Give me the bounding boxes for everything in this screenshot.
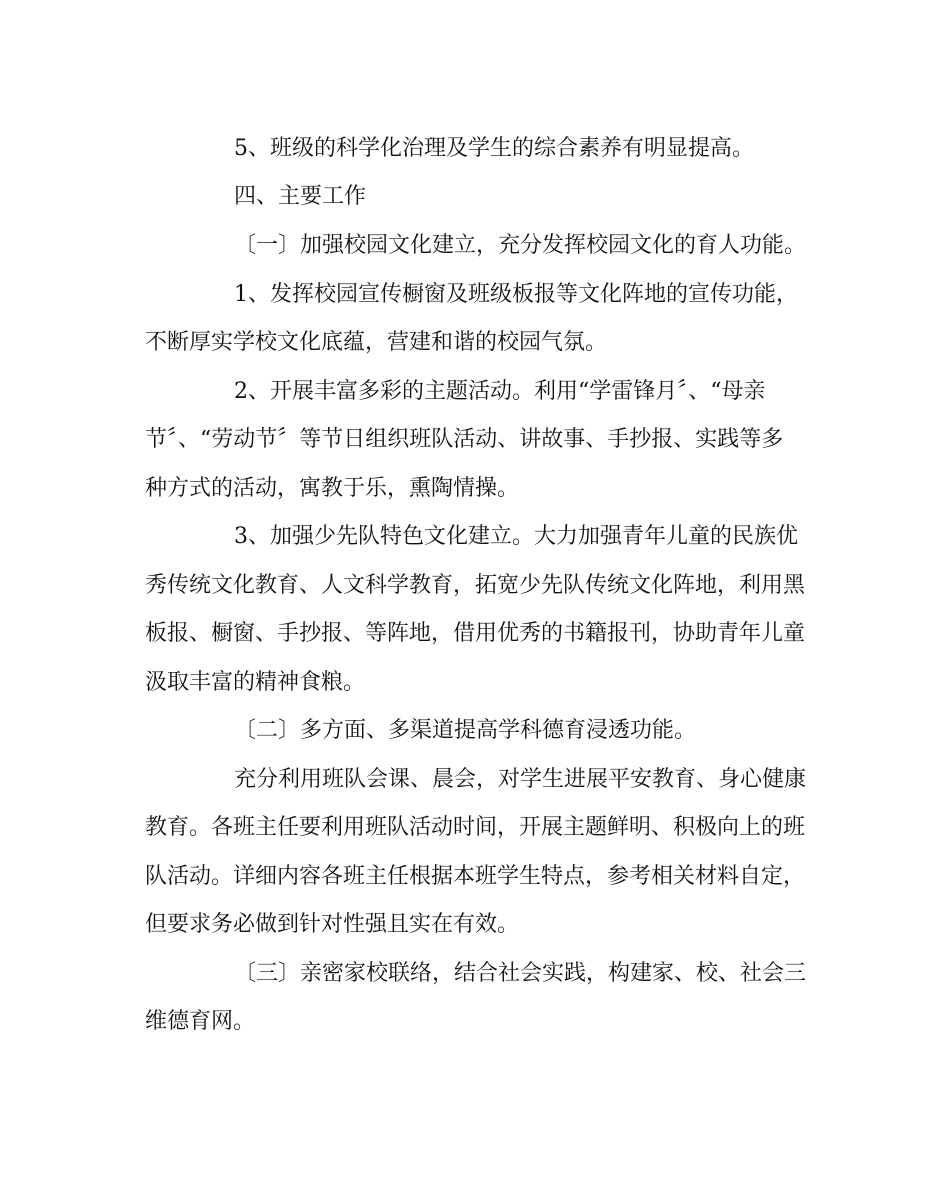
subsection-heading-3-line-1: 〔三〕亲密家校联络，结合社会实践，构建家、校、社会三	[234, 961, 807, 986]
paragraph-4-line-2: 教育。各班主任要利用班队活动时间，开展主题鲜明、积极向上的班	[145, 815, 806, 840]
paragraph-2-line-2: 节〞、“劳动节〞等节日组织班队活动、讲故事、手抄报、实践等多	[145, 427, 784, 452]
paragraph-4-line-4: 但要求务必做到针对性强且实在有效。	[145, 912, 520, 937]
paragraph-4-line-3: 队活动。详细内容各班主任根据本班学生特点，参考相关材料自定，	[145, 864, 806, 889]
subsection-heading-1: 〔一〕加强校园文化建立，充分发挥校园文化的育人功能。	[234, 233, 807, 258]
paragraph-2-line-3: 种方式的活动，寓教于乐，熏陶情操。	[145, 476, 520, 501]
paragraph-1-line-1: 1、发挥校园宣传橱窗及班级板报等文化阵地的宣传功能，	[234, 282, 798, 307]
subsection-heading-3-line-2: 维德育网。	[145, 1009, 256, 1034]
paragraph-1-line-2: 不断厚实学校文化底蕴，营建和谐的校园气氛。	[145, 330, 608, 355]
paragraph-4-line-1: 充分利用班队会课、晨会，对学生进展平安教育、身心健康	[234, 767, 807, 792]
paragraph-3-line-4: 汲取丰富的精神食粮。	[145, 670, 366, 695]
paragraph-3-line-2: 秀传统文化教育、人文科学教育，拓宽少先队传统文化阵地，利用黑	[145, 573, 806, 598]
section-heading-main-work: 四、主要工作	[234, 184, 367, 209]
paragraph-3-line-1: 3、加强少先队特色文化建立。大力加强青年儿童的民族优	[234, 524, 798, 549]
paragraph-2-line-1: 2、开展丰富多彩的主题活动。利用“学雷锋月〞、“母亲	[234, 379, 766, 404]
paragraph-item-5: 5、班级的科学化治理及学生的综合素养有明显提高。	[234, 136, 754, 161]
subsection-heading-2: 〔二〕多方面、多渠道提高学科德育浸透功能。	[234, 718, 697, 743]
paragraph-3-line-3: 板报、橱窗、手抄报、等阵地，借用优秀的书籍报刊，协助青年儿童	[145, 621, 806, 646]
